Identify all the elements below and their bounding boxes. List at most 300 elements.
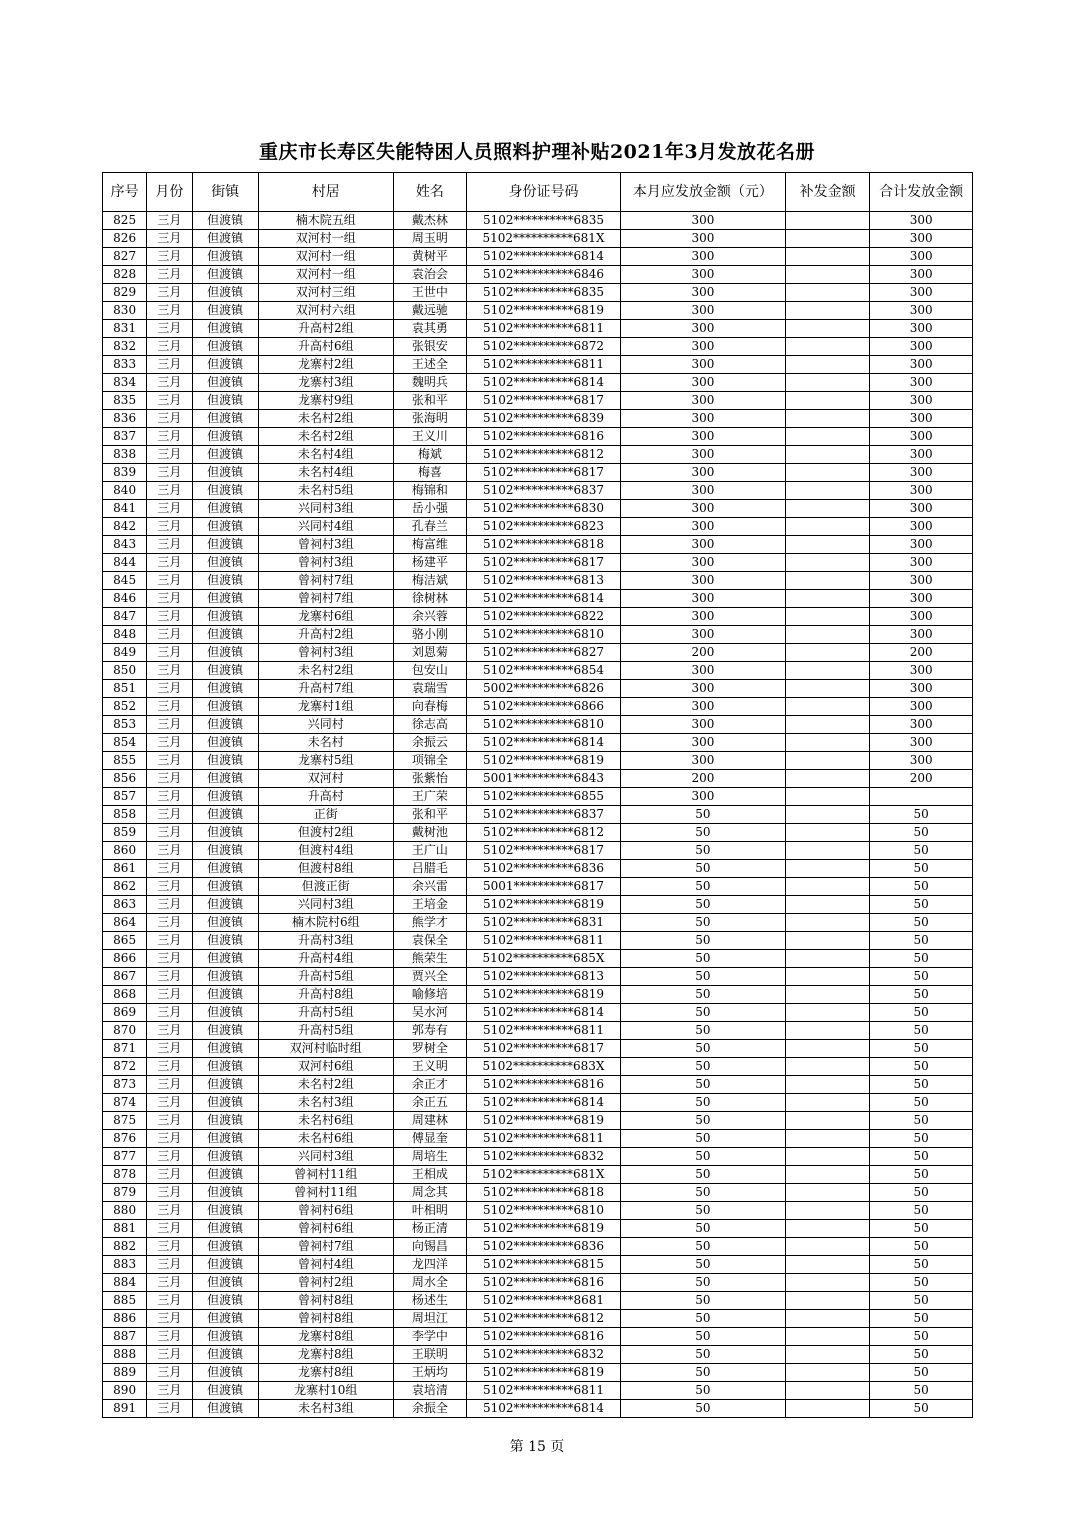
cell-seq: 841 bbox=[103, 500, 147, 518]
cell-village: 龙寨村2组 bbox=[258, 356, 393, 374]
cell-supplement-amount bbox=[785, 806, 869, 824]
cell-total-amount: 50 bbox=[870, 860, 973, 878]
cell-name: 戴树池 bbox=[393, 824, 466, 842]
cell-id-number: 5102**********6816 bbox=[467, 1274, 621, 1292]
cell-id-number: 5102**********6811 bbox=[467, 1382, 621, 1400]
cell-name: 孔春兰 bbox=[393, 518, 466, 536]
cell-name: 周玉明 bbox=[393, 230, 466, 248]
cell-month: 三月 bbox=[147, 410, 192, 428]
cell-monthly-amount: 300 bbox=[620, 410, 785, 428]
cell-village: 龙寨村6组 bbox=[258, 608, 393, 626]
cell-village: 未名村2组 bbox=[258, 1076, 393, 1094]
cell-total-amount: 300 bbox=[870, 518, 973, 536]
cell-village: 曾祠村7组 bbox=[258, 590, 393, 608]
cell-town: 但渡镇 bbox=[192, 698, 258, 716]
cell-monthly-amount: 300 bbox=[620, 716, 785, 734]
cell-seq: 881 bbox=[103, 1220, 147, 1238]
cell-month: 三月 bbox=[147, 1184, 192, 1202]
cell-total-amount: 300 bbox=[870, 248, 973, 266]
cell-seq: 887 bbox=[103, 1328, 147, 1346]
table-row bbox=[103, 986, 973, 1004]
table-row bbox=[103, 968, 973, 986]
cell-seq: 830 bbox=[103, 302, 147, 320]
cell-supplement-amount bbox=[785, 464, 869, 482]
cell-supplement-amount bbox=[785, 248, 869, 266]
cell-seq: 875 bbox=[103, 1112, 147, 1130]
table-row bbox=[103, 1184, 973, 1202]
cell-monthly-amount: 300 bbox=[620, 590, 785, 608]
cell-total-amount: 50 bbox=[870, 1022, 973, 1040]
cell-village: 升高村2组 bbox=[258, 320, 393, 338]
cell-seq: 833 bbox=[103, 356, 147, 374]
cell-supplement-amount bbox=[785, 1112, 869, 1130]
table-row bbox=[103, 320, 973, 338]
cell-total-amount: 50 bbox=[870, 1076, 973, 1094]
cell-supplement-amount bbox=[785, 770, 869, 788]
cell-monthly-amount: 50 bbox=[620, 1076, 785, 1094]
cell-seq: 873 bbox=[103, 1076, 147, 1094]
cell-town: 但渡镇 bbox=[192, 590, 258, 608]
page-title: 重庆市长寿区失能特困人员照料护理补贴2021年3月发放花名册 bbox=[258, 141, 816, 163]
cell-town: 但渡镇 bbox=[192, 1184, 258, 1202]
table-row bbox=[103, 572, 973, 590]
cell-town: 但渡镇 bbox=[192, 392, 258, 410]
cell-town: 但渡镇 bbox=[192, 1310, 258, 1328]
cell-seq: 863 bbox=[103, 896, 147, 914]
table-row bbox=[103, 734, 973, 752]
cell-month: 三月 bbox=[147, 626, 192, 644]
cell-name: 徐树林 bbox=[393, 590, 466, 608]
cell-village: 曾祠村11组 bbox=[258, 1166, 393, 1184]
cell-name: 袁治会 bbox=[393, 266, 466, 284]
cell-name: 吕腊毛 bbox=[393, 860, 466, 878]
cell-monthly-amount: 300 bbox=[620, 698, 785, 716]
cell-id-number: 5102**********6855 bbox=[467, 788, 621, 806]
cell-supplement-amount bbox=[785, 644, 869, 662]
cell-total-amount: 300 bbox=[870, 230, 973, 248]
cell-seq: 845 bbox=[103, 572, 147, 590]
cell-name: 龙四洋 bbox=[393, 1256, 466, 1274]
cell-seq: 869 bbox=[103, 1004, 147, 1022]
cell-town: 但渡镇 bbox=[192, 464, 258, 482]
cell-name: 余正才 bbox=[393, 1076, 466, 1094]
cell-name: 张海明 bbox=[393, 410, 466, 428]
cell-seq: 874 bbox=[103, 1094, 147, 1112]
cell-supplement-amount bbox=[785, 1076, 869, 1094]
cell-month: 三月 bbox=[147, 914, 192, 932]
cell-name: 张银安 bbox=[393, 338, 466, 356]
cell-supplement-amount bbox=[785, 1400, 869, 1418]
cell-id-number: 5102**********6837 bbox=[467, 806, 621, 824]
cell-town: 但渡镇 bbox=[192, 1202, 258, 1220]
cell-supplement-amount bbox=[785, 842, 869, 860]
table-row bbox=[103, 1274, 973, 1292]
cell-seq: 862 bbox=[103, 878, 147, 896]
cell-total-amount: 50 bbox=[870, 1346, 973, 1364]
cell-name: 王相成 bbox=[393, 1166, 466, 1184]
cell-total-amount: 300 bbox=[870, 590, 973, 608]
cell-name: 余振全 bbox=[393, 1400, 466, 1418]
cell-monthly-amount: 50 bbox=[620, 1292, 785, 1310]
cell-id-number: 5102**********6872 bbox=[467, 338, 621, 356]
cell-supplement-amount bbox=[785, 1220, 869, 1238]
table-row bbox=[103, 428, 973, 446]
cell-total-amount: 50 bbox=[870, 1040, 973, 1058]
cell-id-number: 5102**********6811 bbox=[467, 1130, 621, 1148]
cell-name: 戴杰林 bbox=[393, 212, 466, 230]
cell-total-amount: 300 bbox=[870, 410, 973, 428]
cell-name: 王世中 bbox=[393, 284, 466, 302]
cell-village: 未名村5组 bbox=[258, 482, 393, 500]
cell-town: 但渡镇 bbox=[192, 572, 258, 590]
cell-seq: 889 bbox=[103, 1364, 147, 1382]
cell-month: 三月 bbox=[147, 284, 192, 302]
cell-total-amount: 50 bbox=[870, 1130, 973, 1148]
cell-name: 贾兴全 bbox=[393, 968, 466, 986]
cell-village: 曾祠村11组 bbox=[258, 1184, 393, 1202]
cell-seq: 843 bbox=[103, 536, 147, 554]
cell-supplement-amount bbox=[785, 1022, 869, 1040]
cell-village: 升高村2组 bbox=[258, 626, 393, 644]
cell-id-number: 5102**********683X bbox=[467, 1058, 621, 1076]
cell-total-amount: 50 bbox=[870, 1058, 973, 1076]
cell-seq: 879 bbox=[103, 1184, 147, 1202]
table-row bbox=[103, 788, 973, 806]
cell-village: 升高村6组 bbox=[258, 338, 393, 356]
cell-id-number: 5102**********6814 bbox=[467, 1004, 621, 1022]
cell-name: 王培金 bbox=[393, 896, 466, 914]
cell-village: 但渡村4组 bbox=[258, 842, 393, 860]
cell-month: 三月 bbox=[147, 1112, 192, 1130]
cell-name: 黄树平 bbox=[393, 248, 466, 266]
cell-name: 项锦全 bbox=[393, 752, 466, 770]
header-monthly-amount: 本月应发放金额（元） bbox=[620, 173, 785, 212]
cell-seq: 842 bbox=[103, 518, 147, 536]
cell-name: 张紫怡 bbox=[393, 770, 466, 788]
cell-town: 但渡镇 bbox=[192, 410, 258, 428]
cell-id-number: 5102**********681X bbox=[467, 1166, 621, 1184]
cell-monthly-amount: 50 bbox=[620, 1166, 785, 1184]
cell-total-amount: 50 bbox=[870, 806, 973, 824]
cell-town: 但渡镇 bbox=[192, 1040, 258, 1058]
cell-total-amount: 300 bbox=[870, 536, 973, 554]
table-row bbox=[103, 1238, 973, 1256]
cell-village: 升高村4组 bbox=[258, 950, 393, 968]
cell-month: 三月 bbox=[147, 1328, 192, 1346]
table-row bbox=[103, 806, 973, 824]
cell-village: 升高村7组 bbox=[258, 680, 393, 698]
cell-id-number: 5102**********6817 bbox=[467, 392, 621, 410]
cell-village: 但渡正街 bbox=[258, 878, 393, 896]
cell-town: 但渡镇 bbox=[192, 1382, 258, 1400]
cell-month: 三月 bbox=[147, 536, 192, 554]
cell-id-number: 5102**********6846 bbox=[467, 266, 621, 284]
cell-town: 但渡镇 bbox=[192, 536, 258, 554]
cell-village: 未名村3组 bbox=[258, 1094, 393, 1112]
cell-name: 罗树全 bbox=[393, 1040, 466, 1058]
cell-village: 曾祠村8组 bbox=[258, 1310, 393, 1328]
cell-supplement-amount bbox=[785, 320, 869, 338]
cell-month: 三月 bbox=[147, 266, 192, 284]
cell-total-amount: 50 bbox=[870, 824, 973, 842]
cell-supplement-amount bbox=[785, 1346, 869, 1364]
cell-id-number: 5102**********6811 bbox=[467, 932, 621, 950]
cell-supplement-amount bbox=[785, 212, 869, 230]
cell-village: 升高村5组 bbox=[258, 1004, 393, 1022]
header-id-number: 身份证号码 bbox=[467, 173, 621, 212]
cell-village: 曾祠村6组 bbox=[258, 1220, 393, 1238]
table-row bbox=[103, 392, 973, 410]
table-row bbox=[103, 230, 973, 248]
table-row bbox=[103, 716, 973, 734]
cell-month: 三月 bbox=[147, 392, 192, 410]
cell-total-amount: 300 bbox=[870, 572, 973, 590]
cell-seq: 864 bbox=[103, 914, 147, 932]
header-village: 村居 bbox=[258, 173, 393, 212]
cell-monthly-amount: 50 bbox=[620, 878, 785, 896]
cell-month: 三月 bbox=[147, 1166, 192, 1184]
cell-supplement-amount bbox=[785, 1310, 869, 1328]
cell-total-amount: 300 bbox=[870, 302, 973, 320]
cell-monthly-amount: 300 bbox=[620, 338, 785, 356]
cell-village: 兴同村3组 bbox=[258, 896, 393, 914]
cell-village: 双河村一组 bbox=[258, 266, 393, 284]
cell-seq: 851 bbox=[103, 680, 147, 698]
cell-id-number: 5102**********6817 bbox=[467, 464, 621, 482]
cell-town: 但渡镇 bbox=[192, 1166, 258, 1184]
cell-total-amount: 300 bbox=[870, 428, 973, 446]
cell-monthly-amount: 50 bbox=[620, 1184, 785, 1202]
table-row bbox=[103, 464, 973, 482]
cell-town: 但渡镇 bbox=[192, 248, 258, 266]
cell-supplement-amount bbox=[785, 608, 869, 626]
cell-id-number: 5102**********6819 bbox=[467, 302, 621, 320]
cell-monthly-amount: 50 bbox=[620, 1202, 785, 1220]
cell-total-amount: 300 bbox=[870, 212, 973, 230]
cell-supplement-amount bbox=[785, 1040, 869, 1058]
cell-monthly-amount: 300 bbox=[620, 572, 785, 590]
table-row bbox=[103, 284, 973, 302]
cell-monthly-amount: 50 bbox=[620, 950, 785, 968]
cell-total-amount: 50 bbox=[870, 1292, 973, 1310]
cell-id-number: 5102**********6823 bbox=[467, 518, 621, 536]
table-row bbox=[103, 1058, 973, 1076]
cell-month: 三月 bbox=[147, 1274, 192, 1292]
table-row bbox=[103, 1364, 973, 1382]
cell-monthly-amount: 300 bbox=[620, 752, 785, 770]
table-row bbox=[103, 662, 973, 680]
cell-seq: 865 bbox=[103, 932, 147, 950]
cell-monthly-amount: 50 bbox=[620, 1364, 785, 1382]
cell-village: 兴同村3组 bbox=[258, 1148, 393, 1166]
cell-supplement-amount bbox=[785, 1364, 869, 1382]
cell-supplement-amount bbox=[785, 1382, 869, 1400]
table-row bbox=[103, 1310, 973, 1328]
cell-monthly-amount: 300 bbox=[620, 320, 785, 338]
cell-total-amount: 50 bbox=[870, 968, 973, 986]
cell-supplement-amount bbox=[785, 968, 869, 986]
cell-seq: 829 bbox=[103, 284, 147, 302]
cell-month: 三月 bbox=[147, 608, 192, 626]
cell-month: 三月 bbox=[147, 500, 192, 518]
cell-id-number: 5102**********6830 bbox=[467, 500, 621, 518]
table-row bbox=[103, 1400, 973, 1418]
cell-total-amount: 300 bbox=[870, 734, 973, 752]
cell-month: 三月 bbox=[147, 698, 192, 716]
cell-id-number: 5102**********6816 bbox=[467, 428, 621, 446]
cell-monthly-amount: 300 bbox=[620, 554, 785, 572]
cell-name: 杨建平 bbox=[393, 554, 466, 572]
cell-id-number: 5102**********6814 bbox=[467, 1094, 621, 1112]
cell-town: 但渡镇 bbox=[192, 356, 258, 374]
table-row bbox=[103, 680, 973, 698]
table-body bbox=[103, 212, 973, 1418]
cell-total-amount: 50 bbox=[870, 1274, 973, 1292]
cell-seq: 866 bbox=[103, 950, 147, 968]
cell-seq: 872 bbox=[103, 1058, 147, 1076]
cell-monthly-amount: 300 bbox=[620, 536, 785, 554]
cell-supplement-amount bbox=[785, 1004, 869, 1022]
cell-name: 梅洁斌 bbox=[393, 572, 466, 590]
table-row bbox=[103, 1166, 973, 1184]
cell-supplement-amount bbox=[785, 554, 869, 572]
cell-town: 但渡镇 bbox=[192, 500, 258, 518]
cell-name: 王炳均 bbox=[393, 1364, 466, 1382]
cell-name: 王义川 bbox=[393, 428, 466, 446]
roster-table bbox=[102, 172, 973, 1418]
cell-monthly-amount: 300 bbox=[620, 626, 785, 644]
cell-village: 双河村一组 bbox=[258, 248, 393, 266]
cell-month: 三月 bbox=[147, 1256, 192, 1274]
cell-supplement-amount bbox=[785, 680, 869, 698]
cell-name: 余兴蓉 bbox=[393, 608, 466, 626]
cell-seq: 878 bbox=[103, 1166, 147, 1184]
cell-name: 梅喜 bbox=[393, 464, 466, 482]
table-row bbox=[103, 248, 973, 266]
table-row bbox=[103, 1148, 973, 1166]
table-row bbox=[103, 842, 973, 860]
cell-supplement-amount bbox=[785, 482, 869, 500]
cell-id-number: 5102**********6814 bbox=[467, 734, 621, 752]
cell-supplement-amount bbox=[785, 896, 869, 914]
table-header-row bbox=[103, 173, 973, 212]
cell-village: 未名村2组 bbox=[258, 662, 393, 680]
cell-monthly-amount: 50 bbox=[620, 1148, 785, 1166]
cell-monthly-amount: 50 bbox=[620, 1310, 785, 1328]
cell-seq: 848 bbox=[103, 626, 147, 644]
cell-month: 三月 bbox=[147, 1004, 192, 1022]
cell-town: 但渡镇 bbox=[192, 896, 258, 914]
cell-monthly-amount: 50 bbox=[620, 1112, 785, 1130]
cell-supplement-amount bbox=[785, 698, 869, 716]
cell-town: 但渡镇 bbox=[192, 374, 258, 392]
cell-seq: 891 bbox=[103, 1400, 147, 1418]
cell-seq: 837 bbox=[103, 428, 147, 446]
cell-name: 袁其勇 bbox=[393, 320, 466, 338]
cell-town: 但渡镇 bbox=[192, 1076, 258, 1094]
cell-monthly-amount: 50 bbox=[620, 806, 785, 824]
table-row bbox=[103, 914, 973, 932]
cell-id-number: 5102**********6814 bbox=[467, 374, 621, 392]
cell-total-amount: 300 bbox=[870, 680, 973, 698]
cell-village: 曾祠村2组 bbox=[258, 1274, 393, 1292]
cell-total-amount: 300 bbox=[870, 716, 973, 734]
cell-name: 魏明兵 bbox=[393, 374, 466, 392]
cell-supplement-amount bbox=[785, 266, 869, 284]
cell-supplement-amount bbox=[785, 788, 869, 806]
cell-supplement-amount bbox=[785, 860, 869, 878]
cell-supplement-amount bbox=[785, 1148, 869, 1166]
cell-supplement-amount bbox=[785, 878, 869, 896]
cell-total-amount: 50 bbox=[870, 1328, 973, 1346]
cell-monthly-amount: 50 bbox=[620, 1058, 785, 1076]
cell-seq: 826 bbox=[103, 230, 147, 248]
cell-seq: 888 bbox=[103, 1346, 147, 1364]
cell-supplement-amount bbox=[785, 1202, 869, 1220]
cell-monthly-amount: 50 bbox=[620, 1400, 785, 1418]
header-supplement-amount: 补发金额 bbox=[785, 173, 869, 212]
cell-village: 曾祠村7组 bbox=[258, 572, 393, 590]
cell-supplement-amount bbox=[785, 914, 869, 932]
cell-id-number: 5102**********6813 bbox=[467, 968, 621, 986]
cell-monthly-amount: 300 bbox=[620, 662, 785, 680]
cell-supplement-amount bbox=[785, 392, 869, 410]
table-row bbox=[103, 1094, 973, 1112]
cell-month: 三月 bbox=[147, 806, 192, 824]
cell-monthly-amount: 300 bbox=[620, 392, 785, 410]
cell-monthly-amount: 50 bbox=[620, 1130, 785, 1148]
cell-id-number: 5102**********6832 bbox=[467, 1346, 621, 1364]
cell-month: 三月 bbox=[147, 662, 192, 680]
cell-supplement-amount bbox=[785, 1274, 869, 1292]
cell-month: 三月 bbox=[147, 788, 192, 806]
cell-month: 三月 bbox=[147, 860, 192, 878]
cell-id-number: 5102**********6819 bbox=[467, 1112, 621, 1130]
cell-total-amount: 50 bbox=[870, 950, 973, 968]
cell-town: 但渡镇 bbox=[192, 1004, 258, 1022]
cell-month: 三月 bbox=[147, 1202, 192, 1220]
cell-name: 余振云 bbox=[393, 734, 466, 752]
cell-village: 双河村六组 bbox=[258, 302, 393, 320]
cell-name: 王联明 bbox=[393, 1346, 466, 1364]
cell-name: 王述全 bbox=[393, 356, 466, 374]
cell-month: 三月 bbox=[147, 680, 192, 698]
table-row bbox=[103, 860, 973, 878]
cell-town: 但渡镇 bbox=[192, 1238, 258, 1256]
cell-monthly-amount: 50 bbox=[620, 986, 785, 1004]
cell-town: 但渡镇 bbox=[192, 860, 258, 878]
table-row bbox=[103, 356, 973, 374]
cell-id-number: 5102**********6814 bbox=[467, 248, 621, 266]
table-row bbox=[103, 644, 973, 662]
cell-month: 三月 bbox=[147, 1148, 192, 1166]
cell-id-number: 5102**********6812 bbox=[467, 446, 621, 464]
cell-month: 三月 bbox=[147, 1364, 192, 1382]
cell-seq: 854 bbox=[103, 734, 147, 752]
cell-id-number: 5102**********6817 bbox=[467, 1040, 621, 1058]
cell-month: 三月 bbox=[147, 1292, 192, 1310]
cell-month: 三月 bbox=[147, 716, 192, 734]
cell-monthly-amount: 50 bbox=[620, 1094, 785, 1112]
table-row bbox=[103, 770, 973, 788]
cell-month: 三月 bbox=[147, 212, 192, 230]
cell-total-amount: 200 bbox=[870, 644, 973, 662]
cell-seq: 838 bbox=[103, 446, 147, 464]
table-row bbox=[103, 950, 973, 968]
cell-month: 三月 bbox=[147, 950, 192, 968]
cell-name: 叶相明 bbox=[393, 1202, 466, 1220]
table-row bbox=[103, 1256, 973, 1274]
